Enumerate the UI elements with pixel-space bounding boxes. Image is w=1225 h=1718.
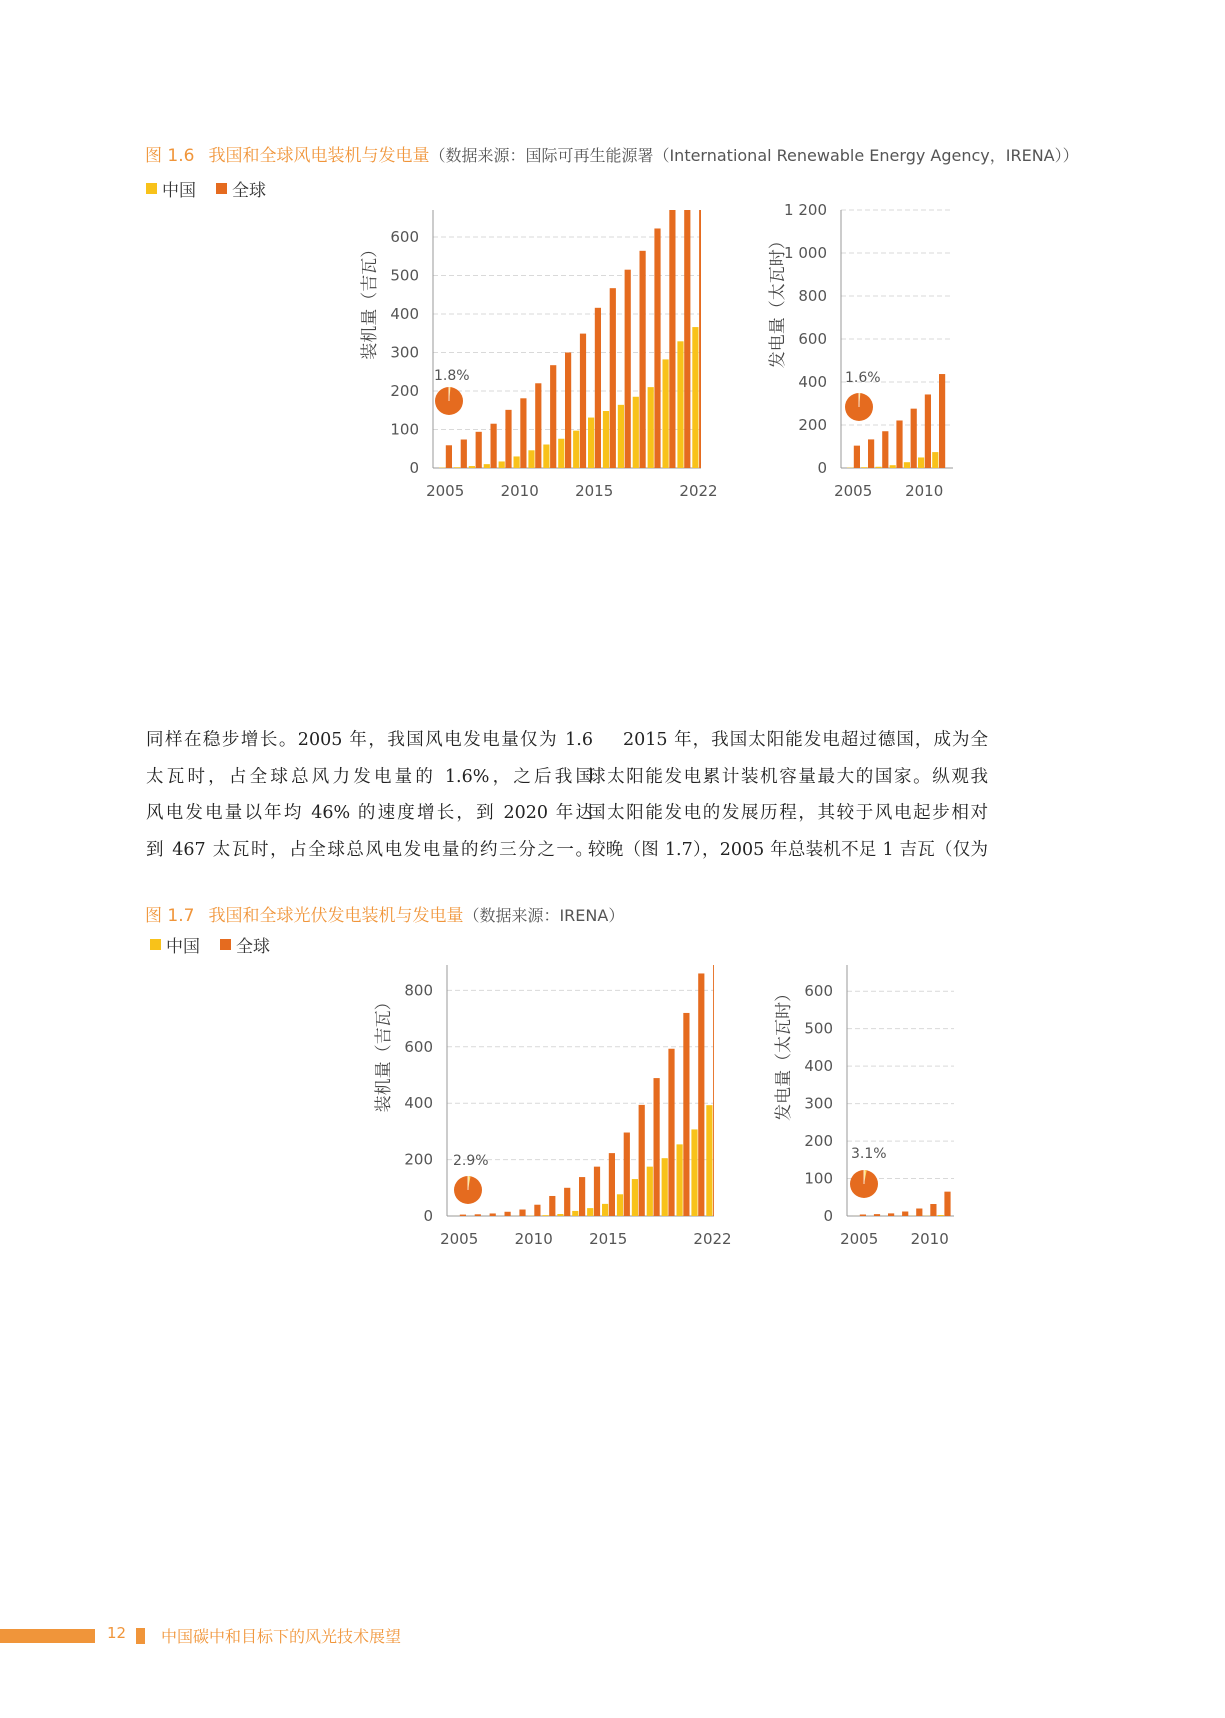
y-tick-label: 500 bbox=[390, 266, 419, 285]
solar-generation-chart bbox=[765, 955, 965, 1255]
x-tick-label: 2010 bbox=[514, 1230, 553, 1248]
bar-china-2020 bbox=[663, 359, 669, 468]
solar-generation-svg bbox=[765, 955, 965, 1255]
bar-china-2017 bbox=[618, 405, 624, 468]
y-tick-label: 400 bbox=[404, 1094, 433, 1113]
y-tick-label: 200 bbox=[798, 416, 827, 434]
bar-global-2006 bbox=[868, 439, 874, 468]
bar-global-2012 bbox=[564, 1188, 570, 1216]
bar-global-2009 bbox=[519, 1210, 525, 1216]
bar-china-2011 bbox=[932, 452, 938, 468]
bar-global-2011 bbox=[549, 1196, 555, 1216]
bar-global-2008 bbox=[902, 1212, 908, 1216]
bar-china-2012 bbox=[543, 445, 549, 468]
bar-global-2018 bbox=[654, 1078, 660, 1216]
legend-swatch-china bbox=[150, 939, 161, 950]
bar-china-2013 bbox=[572, 1211, 578, 1216]
y-tick-label: 0 bbox=[817, 459, 827, 477]
y-tick-label: 200 bbox=[390, 381, 419, 400]
bar-global-2005 bbox=[460, 1215, 466, 1216]
y-axis-title: 发电量（太瓦时） bbox=[774, 984, 794, 1121]
y-tick-label: 1 000 bbox=[784, 244, 827, 262]
y-tick-label: 400 bbox=[804, 1057, 833, 1076]
text-line: 到 467 太瓦时，占全球总风电发电量的约三分之一。 bbox=[146, 839, 593, 860]
wind-capacity-chart bbox=[355, 200, 718, 505]
bar-global-2006 bbox=[461, 440, 467, 468]
y-tick-label: 600 bbox=[404, 1037, 433, 1056]
bar-global-2019 bbox=[668, 1049, 674, 1216]
footer-marker bbox=[136, 1628, 145, 1644]
y-tick-label: 100 bbox=[804, 1169, 833, 1188]
text-line: 国太阳能发电的发展历程，其较于风电起步相对 bbox=[588, 803, 988, 823]
bar-china-2020 bbox=[677, 1144, 683, 1216]
bar-china-2014 bbox=[587, 1208, 593, 1216]
bar-china-2007 bbox=[875, 467, 881, 468]
share-pie-label: 1.8% bbox=[434, 368, 470, 384]
bar-china-2008 bbox=[890, 465, 896, 468]
figure-number: 图 1.7 bbox=[145, 906, 195, 926]
text-line: 球太阳能发电累计装机容量最大的国家。纵观我 bbox=[588, 766, 988, 787]
y-tick-label: 300 bbox=[804, 1094, 833, 1113]
bar-china-2011 bbox=[938, 1215, 944, 1216]
y-tick-label: 800 bbox=[798, 287, 827, 305]
bar-global-2018 bbox=[640, 251, 646, 468]
bar-china-2022 bbox=[692, 327, 698, 468]
bar-china-2016 bbox=[603, 411, 609, 468]
bar-global-2011 bbox=[944, 1192, 950, 1216]
figure-title: 我国和全球风电装机与发电量 bbox=[208, 146, 430, 166]
bar-global-2008 bbox=[491, 424, 497, 468]
bar-china-2021 bbox=[677, 341, 683, 468]
x-tick-label: 2022 bbox=[679, 482, 718, 500]
y-tick-label: 500 bbox=[804, 1019, 833, 1038]
bar-china-2019 bbox=[662, 1158, 668, 1216]
bar-china-2015 bbox=[602, 1204, 608, 1216]
bar-global-2017 bbox=[625, 270, 631, 468]
figure-title: 我国和全球光伏发电装机与发电量 bbox=[208, 906, 464, 926]
y-axis-title: 装机量（吉瓦） bbox=[360, 240, 380, 360]
y-tick-label: 400 bbox=[390, 304, 419, 323]
x-tick-label: 2015 bbox=[589, 1230, 628, 1248]
page-number: 12 bbox=[107, 1624, 127, 1642]
bar-china-2016 bbox=[617, 1194, 623, 1216]
figure-1-7-caption bbox=[145, 901, 624, 926]
bars bbox=[847, 374, 945, 468]
bar-china-2019 bbox=[648, 387, 654, 468]
legend-label: 中国 bbox=[166, 937, 200, 957]
text-line: 同样在稳步增长。2005 年，我国风电发电量仅为 1.6 bbox=[146, 730, 593, 750]
bar-global-2019 bbox=[654, 228, 660, 468]
bar-china-2011 bbox=[542, 1215, 548, 1216]
text-line: 太瓦时，占全球总风力发电量的 1.6%，之后我国 bbox=[146, 766, 593, 787]
bar-global-2016 bbox=[610, 288, 616, 468]
legend-item-china bbox=[150, 932, 200, 957]
bar-global-2005 bbox=[860, 1215, 866, 1216]
solar-capacity-svg bbox=[365, 955, 732, 1255]
y-axis-title: 装机量（吉瓦） bbox=[374, 993, 394, 1113]
bar-china-2009 bbox=[499, 461, 505, 468]
legend-item-global bbox=[220, 932, 270, 957]
bar-global-2008 bbox=[896, 420, 902, 468]
bar-global-2009 bbox=[911, 409, 917, 468]
x-tick-label: 2005 bbox=[426, 482, 465, 500]
bar-global-2011 bbox=[939, 374, 945, 468]
bar-global-2006 bbox=[874, 1214, 880, 1216]
bar-global-2010 bbox=[520, 398, 526, 468]
x-tick-label: 2005 bbox=[440, 1230, 479, 1248]
text-line: 较晚（图 1.7），2005 年总装机不足 1 吉瓦（仅为 bbox=[588, 839, 988, 860]
figure-1-7-legend bbox=[150, 932, 270, 957]
x-tick-label: 2005 bbox=[840, 1230, 879, 1248]
bar-global-2007 bbox=[476, 432, 482, 468]
share-pie-label: 2.9% bbox=[453, 1153, 489, 1169]
bar-global-2012 bbox=[550, 365, 556, 468]
bar-global-2009 bbox=[505, 410, 511, 468]
legend-swatch-china bbox=[146, 183, 157, 194]
share-pie-label: 1.6% bbox=[845, 370, 881, 386]
legend-item-global bbox=[216, 176, 266, 201]
bar-global-2007 bbox=[888, 1213, 894, 1216]
wind-generation-svg bbox=[755, 200, 965, 505]
footer-title: 中国碳中和目标下的风光技术展望 bbox=[161, 1627, 402, 1646]
bar-global-2015 bbox=[595, 308, 601, 468]
bar-china-2017 bbox=[632, 1179, 638, 1216]
x-tick-label: 2015 bbox=[575, 482, 614, 500]
bar-china-2010 bbox=[514, 456, 520, 468]
footer-bar bbox=[0, 1629, 95, 1643]
bar-global-2008 bbox=[505, 1212, 511, 1216]
y-tick-label: 1 200 bbox=[784, 201, 827, 219]
bar-global-2022 bbox=[699, 210, 705, 468]
y-tick-label: 400 bbox=[798, 373, 827, 391]
bar-global-2014 bbox=[594, 1167, 600, 1216]
bar-global-2010 bbox=[930, 1204, 936, 1216]
bar-global-2011 bbox=[535, 383, 541, 468]
figure-number: 图 1.6 bbox=[145, 146, 195, 166]
bar-global-2009 bbox=[916, 1209, 922, 1216]
y-tick-label: 300 bbox=[390, 343, 419, 362]
bar-china-2015 bbox=[588, 418, 594, 468]
bar-china-2021 bbox=[691, 1129, 697, 1216]
body-text-left bbox=[146, 722, 593, 868]
body-text-right bbox=[588, 722, 988, 868]
share-pie-label: 3.1% bbox=[851, 1146, 887, 1162]
legend-label: 全球 bbox=[236, 937, 270, 957]
y-tick-label: 0 bbox=[823, 1207, 833, 1225]
bar-global-2014 bbox=[580, 334, 586, 468]
y-tick-label: 600 bbox=[804, 982, 833, 1001]
bar-global-2013 bbox=[579, 1177, 585, 1216]
y-tick-label: 600 bbox=[798, 330, 827, 348]
bar-global-2010 bbox=[925, 394, 931, 468]
bar-china-2013 bbox=[558, 439, 564, 468]
figure-source: （数据来源：IRENA） bbox=[463, 906, 625, 925]
bars bbox=[453, 965, 719, 1216]
bar-global-2020 bbox=[669, 210, 675, 468]
x-tick-label: 2005 bbox=[834, 482, 873, 500]
bar-china-2012 bbox=[557, 1214, 563, 1216]
text-line: 风电发电量以年均 46% 的速度增长，到 2020 年达 bbox=[146, 803, 593, 823]
wind-generation-chart bbox=[755, 200, 965, 505]
bar-china-2018 bbox=[633, 397, 639, 468]
y-tick-label: 200 bbox=[804, 1132, 833, 1151]
y-tick-label: 100 bbox=[390, 420, 419, 439]
bar-china-2018 bbox=[647, 1167, 653, 1216]
y-axis-title: 发电量（太瓦时） bbox=[768, 232, 788, 369]
bar-global-2015 bbox=[609, 1153, 615, 1216]
bar-china-2014 bbox=[573, 431, 579, 468]
legend-label: 全球 bbox=[232, 181, 266, 201]
y-tick-label: 0 bbox=[409, 459, 419, 477]
bar-global-2007 bbox=[882, 431, 888, 468]
bar-china-2022 bbox=[706, 1105, 712, 1216]
bar-china-2008 bbox=[484, 464, 490, 468]
bar-global-2005 bbox=[446, 445, 452, 468]
bar-china-2006 bbox=[454, 467, 460, 468]
y-tick-label: 0 bbox=[423, 1207, 433, 1225]
legend-swatch-global bbox=[220, 939, 231, 950]
bar-china-2010 bbox=[918, 457, 924, 468]
x-tick-label: 2010 bbox=[905, 482, 944, 500]
legend-swatch-global bbox=[216, 183, 227, 194]
legend-item-china bbox=[146, 176, 196, 201]
bar-global-2007 bbox=[490, 1213, 496, 1216]
bar-global-2006 bbox=[475, 1214, 481, 1216]
y-tick-label: 600 bbox=[390, 227, 419, 246]
legend-label: 中国 bbox=[162, 181, 196, 201]
x-tick-label: 2022 bbox=[693, 1230, 732, 1248]
wind-capacity-svg bbox=[355, 200, 718, 505]
bar-china-2007 bbox=[469, 466, 475, 468]
bar-global-2021 bbox=[684, 210, 690, 468]
bar-china-2006 bbox=[861, 467, 867, 468]
bar-china-2011 bbox=[528, 450, 534, 468]
x-tick-label: 2010 bbox=[500, 482, 539, 500]
bar-china-2009 bbox=[904, 462, 910, 468]
bar-global-2017 bbox=[639, 1105, 645, 1216]
x-tick-label: 2010 bbox=[910, 1230, 949, 1248]
text-line: 2015 年，我国太阳能发电超过德国，成为全 bbox=[623, 730, 988, 750]
figure-1-6-legend bbox=[146, 176, 266, 201]
solar-capacity-chart bbox=[365, 955, 732, 1255]
bar-global-2010 bbox=[534, 1205, 540, 1216]
bar-global-2021 bbox=[698, 973, 704, 1216]
y-tick-label: 200 bbox=[404, 1150, 433, 1169]
figure-source: （数据来源：国际可再生能源署（International Renewable Energy Agency，IRENA）） bbox=[429, 146, 1079, 165]
bar-global-2022 bbox=[713, 965, 719, 1216]
bar-global-2016 bbox=[624, 1133, 630, 1216]
figure-1-6-caption bbox=[145, 141, 1079, 166]
bar-global-2020 bbox=[683, 1013, 689, 1216]
bar-global-2005 bbox=[854, 446, 860, 468]
bar-global-2013 bbox=[565, 352, 571, 468]
y-tick-label: 800 bbox=[404, 981, 433, 1000]
